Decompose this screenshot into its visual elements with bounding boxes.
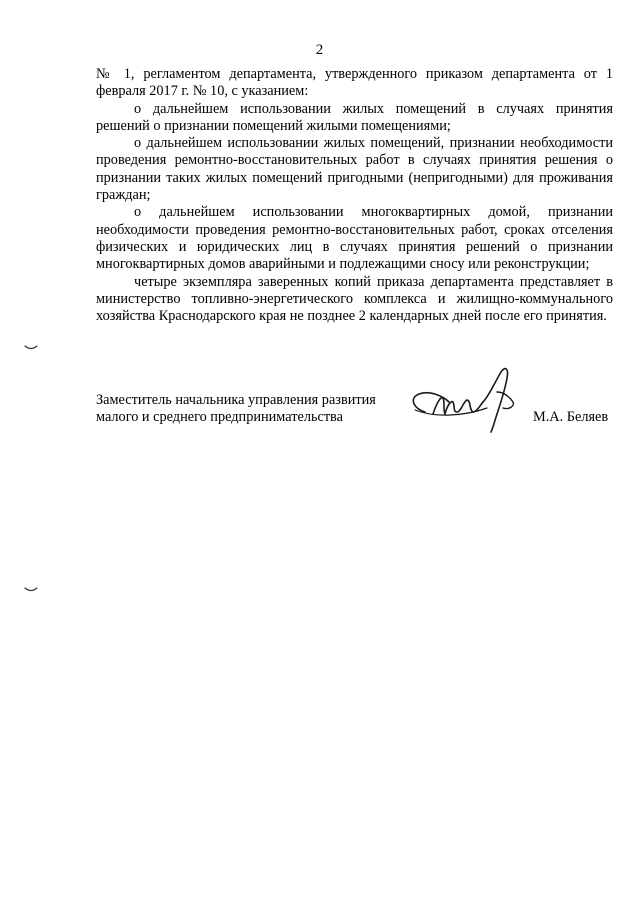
paragraph-residential-premises: о дальнейшем использовании жилых помещений в случаях принятия решений о признании помещений жилыми помещениями; bbox=[96, 100, 613, 134]
paragraph-certified-copies: четыре экземпляра заверенных копий приказа департамента представляет в министерство топливно-энергетического комплекса и жилищно-коммунального хозяйства Краснодарского края не позднее 2 календарных дней после его принятия. bbox=[96, 273, 613, 325]
binding-hole-mark bbox=[24, 344, 38, 352]
page-number: 2 bbox=[315, 42, 324, 58]
signature-title-block bbox=[96, 392, 396, 427]
paragraph-apartment-buildings: о дальнейшем использовании многоквартирных домой, признании необходимости проведения ремонтно-восстановительных работ, сроках отселения физических и юридических лиц в случаях принятия решений о признании многоквартирных домов аварийными и подлежащими сносу или реконструкции; bbox=[96, 204, 613, 273]
binding-hole-mark bbox=[24, 586, 38, 594]
signer-name: М.А. Беляев bbox=[533, 409, 609, 425]
handwritten-signature bbox=[405, 362, 520, 434]
document-body bbox=[96, 66, 613, 325]
signature-title-line-2: малого и среднего предпринимательства bbox=[96, 409, 343, 426]
paragraph-reference: № 1, регламентом департамента, утвержденного приказом департамента от 1 февраля 2017 г. № 10, с указанием: bbox=[96, 66, 613, 100]
paragraph-repair-works: о дальнейшем использовании жилых помещений, признании необходимости проведения ремонтно-восстановительных работ в случаях принятия решения о признании таких жилых помещений пригодными (непригодными) для проживания граждан; bbox=[96, 135, 613, 204]
signature-title-line-1: Заместитель начальника управления развития bbox=[96, 392, 376, 408]
